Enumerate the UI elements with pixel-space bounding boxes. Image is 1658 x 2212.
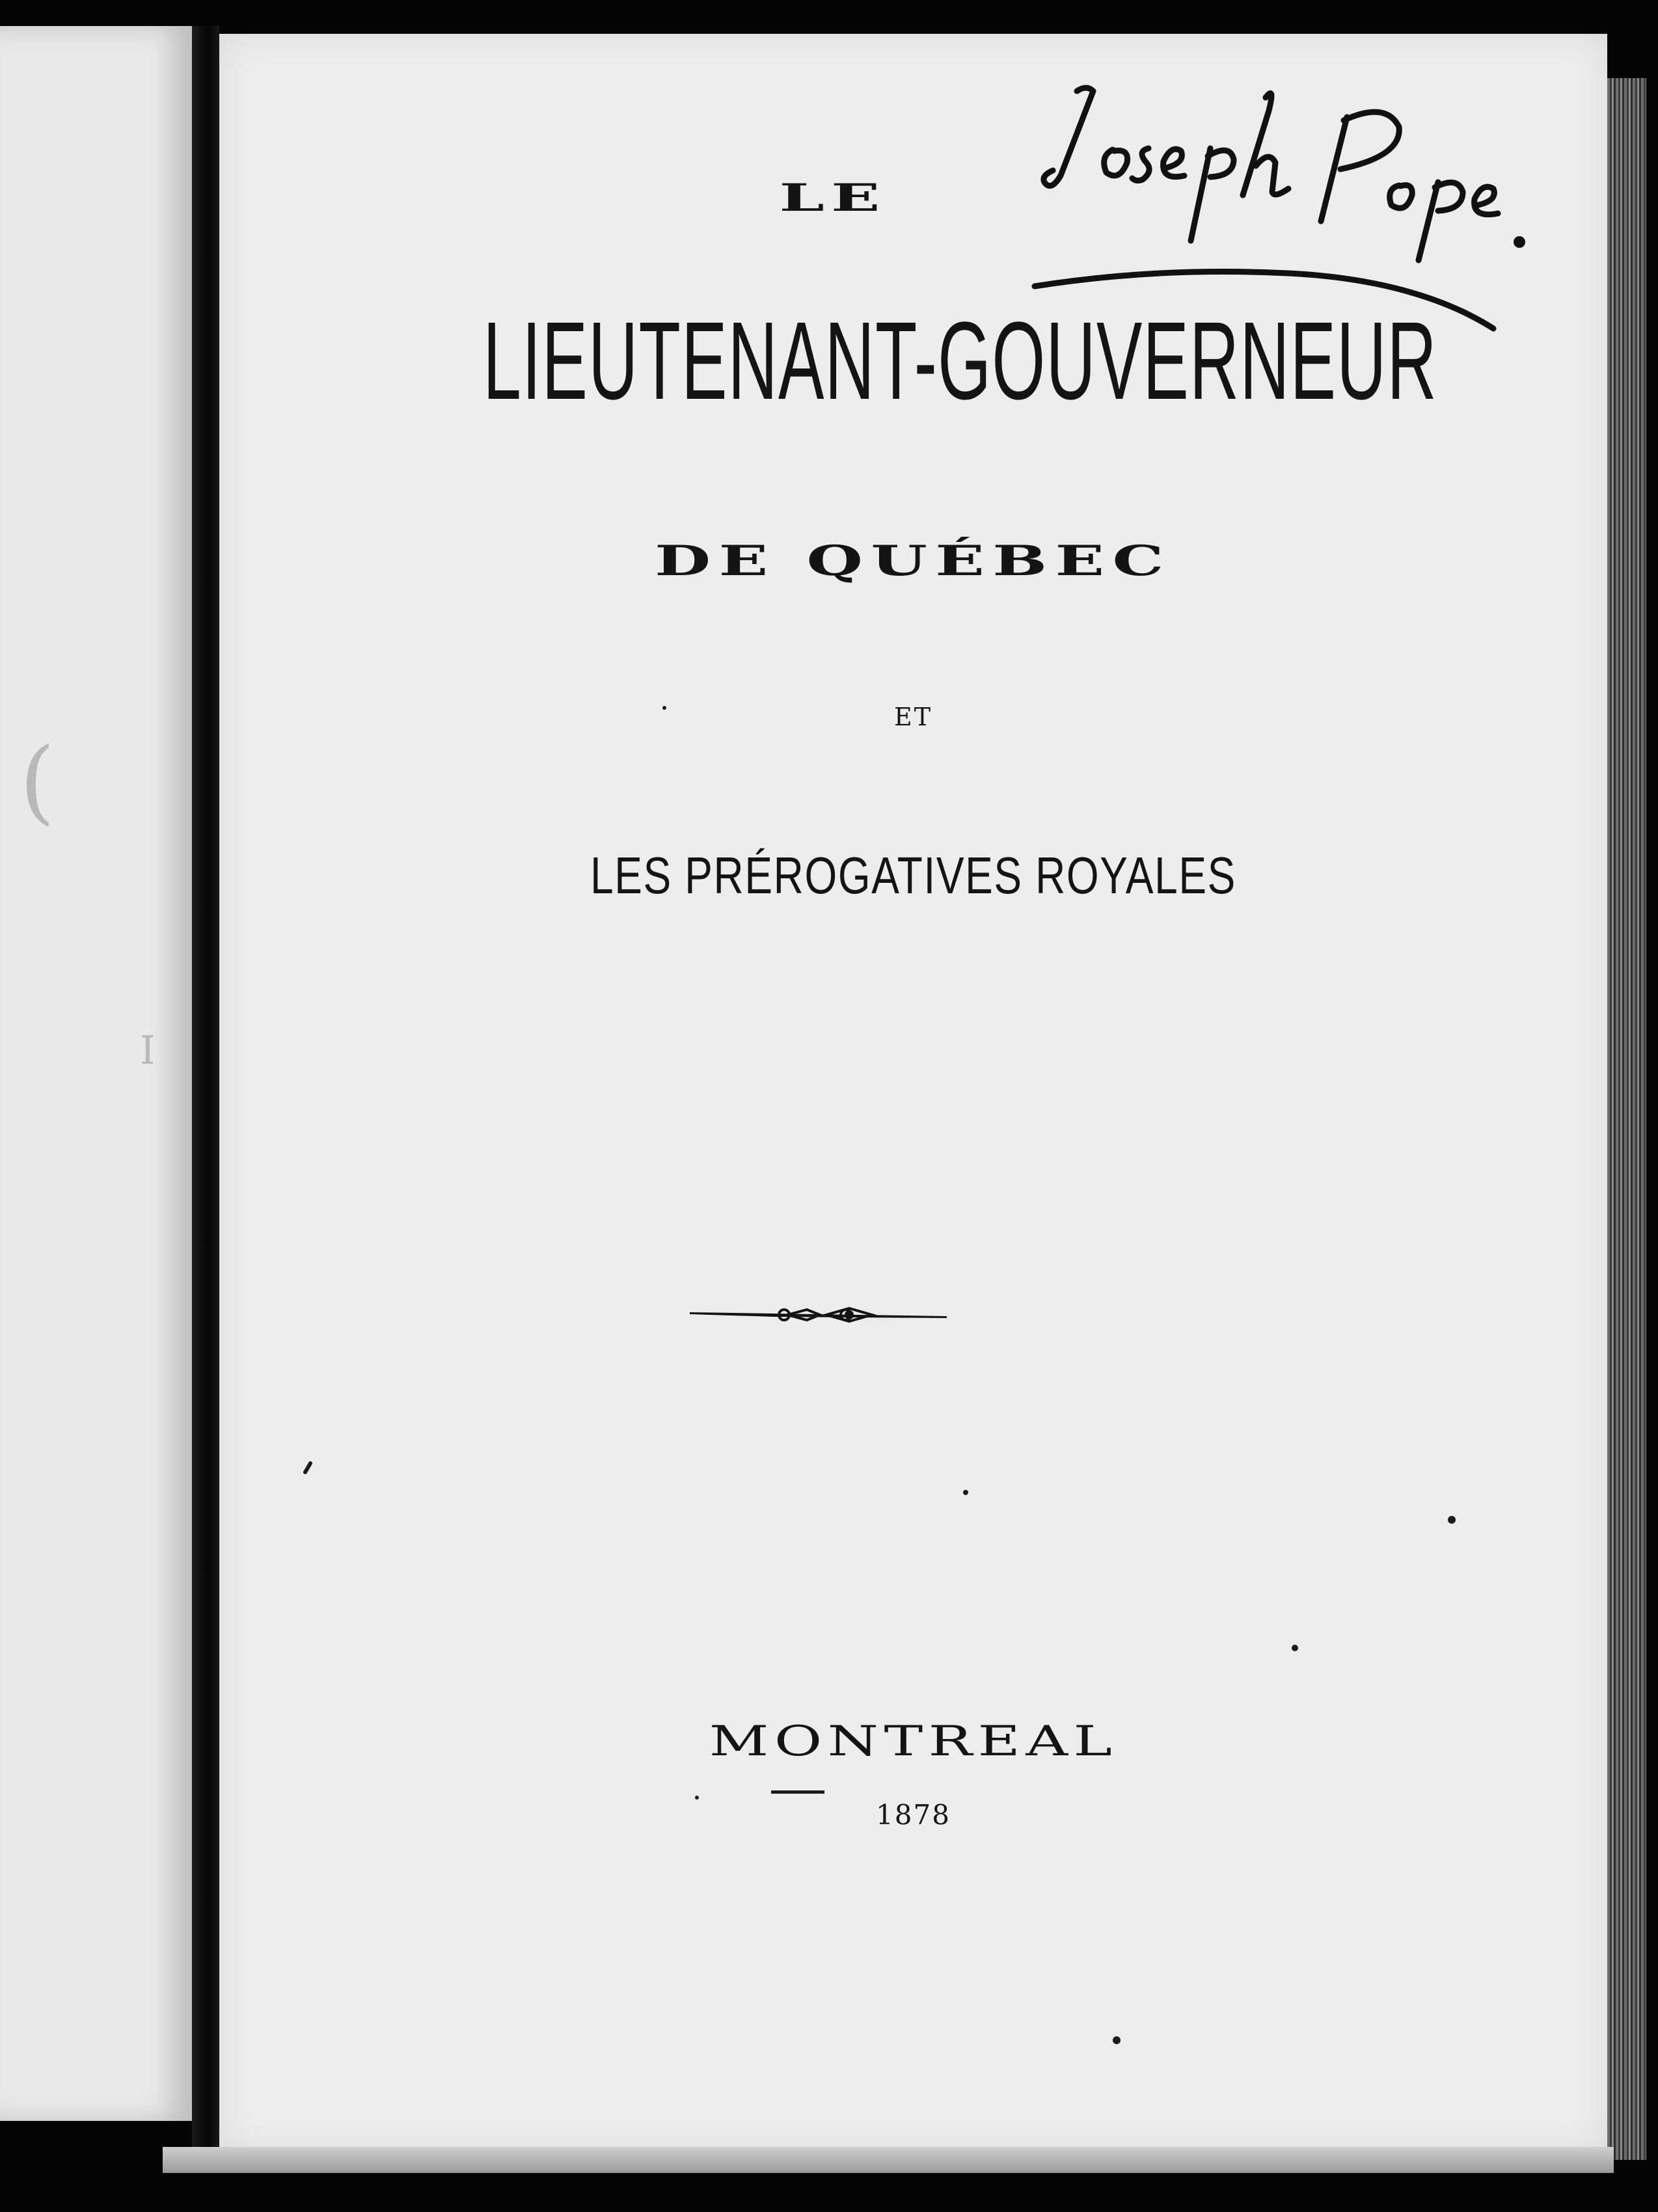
imprint-year: 1878 (876, 1799, 951, 1831)
ornament-divider (690, 1298, 947, 1330)
paper-speck (963, 1490, 968, 1495)
bottom-edge (163, 2147, 1614, 2173)
paper-speck (1448, 1516, 1456, 1524)
handwritten-signature (1015, 72, 1536, 371)
gutter (192, 26, 219, 2160)
facing-page (0, 26, 192, 2121)
title-province: DE QUÉBEC (655, 537, 1172, 586)
paper-speck (662, 706, 666, 710)
paper-speck (695, 1796, 699, 1800)
page-edge (1607, 78, 1646, 2160)
imprint-rule (771, 1790, 824, 1794)
show-through-glyph: ( (20, 729, 55, 835)
paper-speck (1113, 2036, 1121, 2044)
paper-speck (1292, 1645, 1298, 1651)
title-conjunction: ET (893, 703, 933, 731)
show-through-glyph: I (140, 1028, 156, 1073)
title-subtitle: LES PRÉROGATIVES ROYALES (590, 846, 1236, 904)
title-article: LE (779, 176, 887, 220)
imprint-place: MONTREAL (709, 1718, 1118, 1766)
title-main: LIEUTENANT-GOUVERNEUR (483, 299, 1437, 423)
